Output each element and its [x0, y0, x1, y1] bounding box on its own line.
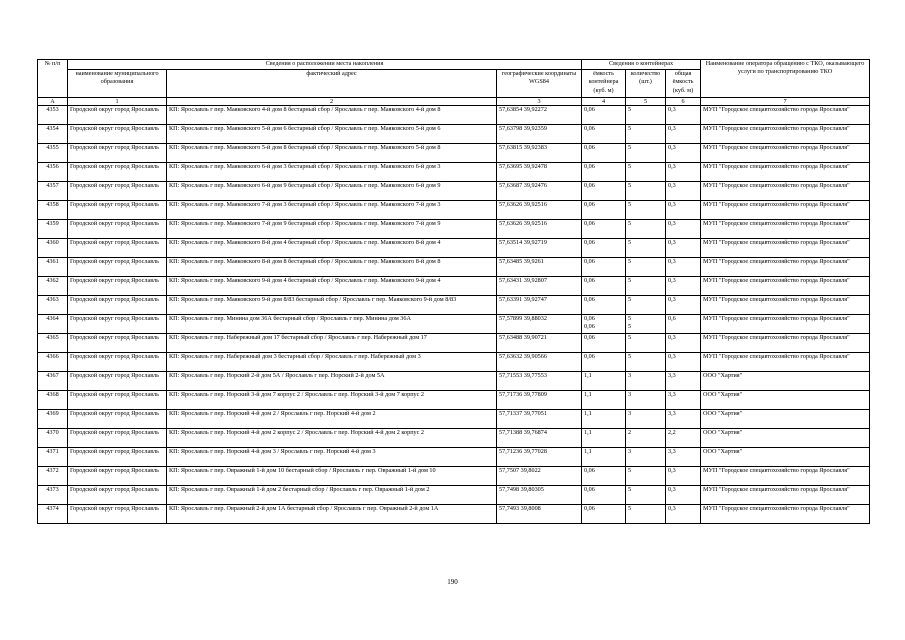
- capacity-cell: 0,06: [582, 220, 626, 239]
- coords-cell: 57,57899 39,88032: [497, 315, 582, 334]
- table-row: [38, 372, 870, 391]
- total-capacity-cell: 0,3: [666, 239, 701, 258]
- row-number: 4361: [38, 258, 68, 277]
- capacity-cell: 0,06: [582, 296, 626, 315]
- operator-cell: МУП "Городское спецавтохозяйство города Ярославля": [701, 505, 870, 524]
- municipality-cell: Городской округ город Ярославль: [68, 467, 167, 486]
- coords-cell: 57,71736 39,77809: [497, 391, 582, 410]
- table-row: [38, 106, 870, 125]
- operator-cell: МУП "Городское спецавтохозяйство города Ярославля": [701, 106, 870, 125]
- column-number: 6: [666, 98, 701, 106]
- count-cell: 5: [626, 201, 666, 220]
- page-number: 190: [447, 578, 458, 586]
- coords-cell: 57,63626 39,92516: [497, 201, 582, 220]
- municipality-cell: Городской округ город Ярославль: [68, 410, 167, 429]
- total-capacity-cell: 0,3: [666, 296, 701, 315]
- total-capacity-cell: 0,3: [666, 334, 701, 353]
- operator-cell: МУП "Городское спецавтохозяйство города Ярославля": [701, 486, 870, 505]
- total-capacity-cell: 3,3: [666, 410, 701, 429]
- address-cell: КП: Ярославль г пер. Маяковского 6-й дом 3 бестарный сбор / Ярославль г пер. Маяковского 6-й дом 3: [167, 163, 497, 182]
- col-group-location: Сведения о расположении места накопления: [68, 60, 582, 70]
- address-cell: КП: Ярославль г пер. Набережный дом 3 бестарный сбор / Ярославль г пер. Набережный дом 3: [167, 353, 497, 372]
- col-group-containers: Сведения о контейнерах: [582, 60, 701, 70]
- capacity-cell: 0,06: [582, 353, 626, 372]
- table-row: [38, 486, 870, 505]
- capacity-cell: 0,06: [582, 182, 626, 201]
- count-cell: 3: [626, 391, 666, 410]
- municipality-cell: Городской округ город Ярославль: [68, 220, 167, 239]
- capacity-cell: 1,1: [582, 448, 626, 467]
- municipality-cell: Городской округ город Ярославль: [68, 315, 167, 334]
- address-cell: КП: Ярославль г пер. Норский 2-й дом 5А / Ярославль г пер. Норский 2-й дом 5А: [167, 372, 497, 391]
- operator-cell: МУП "Городское спецавтохозяйство города Ярославля": [701, 315, 870, 334]
- row-number: 4368: [38, 391, 68, 410]
- row-number: 4365: [38, 334, 68, 353]
- address-cell: КП: Ярославль г пер. Маяковского 4-й дом 8 бестарный сбор / Ярославль г пер. Маяковского 4-й дом 8: [167, 106, 497, 125]
- row-number: 4354: [38, 125, 68, 144]
- count-cell: 5: [626, 163, 666, 182]
- capacity-cell: 0,06: [582, 277, 626, 296]
- operator-cell: ООО "Хартия": [701, 429, 870, 448]
- address-cell: КП: Ярославль г пер. Овражный 1-й дом 10 бестарный сбор / Ярославль г пер. Овражный 1-й дом 10: [167, 467, 497, 486]
- column-number: А: [38, 98, 68, 106]
- operator-cell: МУП "Городское спецавтохозяйство города Ярославля": [701, 163, 870, 182]
- municipality-cell: Городской округ город Ярославль: [68, 239, 167, 258]
- total-capacity-cell: 0,3: [666, 220, 701, 239]
- count-cell: 5: [626, 106, 666, 125]
- capacity-cell: 0,06: [582, 239, 626, 258]
- count-cell: 3: [626, 448, 666, 467]
- table-row: [38, 334, 870, 353]
- coords-cell: 57,71236 39,77028: [497, 448, 582, 467]
- operator-cell: МУП "Городское спецавтохозяйство города Ярославля": [701, 277, 870, 296]
- coords-cell: 57,63488 39,90721: [497, 334, 582, 353]
- count-cell: 5: [626, 505, 666, 524]
- col-header-capacity: ёмкость контейнера (куб. м): [582, 70, 626, 98]
- count-cell: 5 5: [626, 315, 666, 334]
- table-row: [38, 296, 870, 315]
- coords-cell: 57,63695 39,92478: [497, 163, 582, 182]
- capacity-cell: 0,06: [582, 486, 626, 505]
- address-cell: КП: Ярославль г пер. Маяковского 9-й дом 4 бестарный сбор / Ярославль г пер. Маяковского 9-й дом 4: [167, 277, 497, 296]
- count-cell: 3: [626, 410, 666, 429]
- total-capacity-cell: 0,3: [666, 486, 701, 505]
- column-number: 7: [701, 98, 870, 106]
- total-capacity-cell: 0,3: [666, 106, 701, 125]
- operator-cell: ООО "Хартия": [701, 372, 870, 391]
- total-capacity-cell: 0,3: [666, 258, 701, 277]
- table-row: [38, 182, 870, 201]
- count-cell: 5: [626, 239, 666, 258]
- municipality-cell: Городской округ город Ярославль: [68, 505, 167, 524]
- total-capacity-cell: 0,3: [666, 277, 701, 296]
- table-row: [38, 315, 870, 334]
- operator-cell: МУП "Городское спецавтохозяйство города Ярославля": [701, 239, 870, 258]
- operator-cell: МУП "Городское спецавтохозяйство города Ярославля": [701, 258, 870, 277]
- row-number: 4374: [38, 505, 68, 524]
- address-cell: КП: Ярославль г пер. Маяковского 9-й дом 8/83 бестарный сбор / Ярославль г пер. Маяковского 9-й дом 8/83: [167, 296, 497, 315]
- table-row: [38, 353, 870, 372]
- count-cell: 5: [626, 353, 666, 372]
- row-number: 4372: [38, 467, 68, 486]
- col-header-operator: Наименование оператора обращению с ТКО, оказывающего услуги по транспортированию ТКО: [701, 60, 870, 98]
- row-number: 4367: [38, 372, 68, 391]
- row-number: 4362: [38, 277, 68, 296]
- count-cell: 3: [626, 372, 666, 391]
- address-cell: КП: Ярославль г пер. Минина дом 36А бестарный сбор / Ярославль г пер. Минина дом 36А: [167, 315, 497, 334]
- address-cell: КП: Ярославль г пер. Маяковского 6-й дом 9 бестарный сбор / Ярославль г пер. Маяковского 6-й дом 9: [167, 182, 497, 201]
- coords-cell: 57,63798 39,92359: [497, 125, 582, 144]
- capacity-cell: 0,06: [582, 125, 626, 144]
- coords-cell: 57,63815 39,92383: [497, 144, 582, 163]
- coords-cell: 57,63626 39,92516: [497, 220, 582, 239]
- column-numbers-row: [38, 98, 870, 106]
- operator-cell: ООО "Хартия": [701, 448, 870, 467]
- col-header-coords: географические координаты WGS84: [497, 70, 582, 98]
- total-capacity-cell: 3,3: [666, 448, 701, 467]
- municipality-cell: Городской округ город Ярославль: [68, 429, 167, 448]
- total-capacity-cell: 0,3: [666, 163, 701, 182]
- municipality-cell: Городской округ город Ярославль: [68, 106, 167, 125]
- capacity-cell: 1,1: [582, 372, 626, 391]
- address-cell: КП: Ярославль г пер. Овражный 2-й дом 1А бестарный сбор / Ярославль г пер. Овражный 2-й дом 1А: [167, 505, 497, 524]
- row-number: 4366: [38, 353, 68, 372]
- operator-cell: МУП "Городское спецавтохозяйство города Ярославля": [701, 144, 870, 163]
- total-capacity-cell: 0,3: [666, 467, 701, 486]
- table-body: [38, 106, 870, 524]
- row-number: 4353: [38, 106, 68, 125]
- municipality-cell: Городской округ город Ярославль: [68, 258, 167, 277]
- coords-cell: 57,63687 39,92476: [497, 182, 582, 201]
- operator-cell: МУП "Городское спецавтохозяйство города Ярославля": [701, 125, 870, 144]
- address-cell: КП: Ярославль г пер. Маяковского 5-й дом 6 бестарный сбор / Ярославль г пер. Маяковского 5-й дом 6: [167, 125, 497, 144]
- capacity-cell: 0,06: [582, 505, 626, 524]
- total-capacity-cell: 0,3: [666, 182, 701, 201]
- operator-cell: МУП "Городское спецавтохозяйство города Ярославля": [701, 467, 870, 486]
- address-cell: КП: Ярославль г пер. Маяковского 5-й дом 8 бестарный сбор / Ярославль г пер. Маяковского 5-й дом 8: [167, 144, 497, 163]
- municipality-cell: Городской округ город Ярославль: [68, 144, 167, 163]
- capacity-cell: 0,06: [582, 106, 626, 125]
- operator-cell: ООО "Хартия": [701, 391, 870, 410]
- total-capacity-cell: 0,3: [666, 505, 701, 524]
- capacity-cell: 0,06: [582, 258, 626, 277]
- count-cell: 5: [626, 125, 666, 144]
- coords-cell: 57,7507 39,8022: [497, 467, 582, 486]
- address-cell: КП: Ярославль г пер. Норский 4-й дом 3 / Ярославль г пер. Норский 4-й дом 3: [167, 448, 497, 467]
- row-number: 4356: [38, 163, 68, 182]
- table-row: [38, 144, 870, 163]
- coords-cell: 57,7493 39,8008: [497, 505, 582, 524]
- col-header-num: № п/п: [38, 60, 68, 98]
- row-number: 4358: [38, 201, 68, 220]
- table-row: [38, 125, 870, 144]
- operator-cell: МУП "Городское спецавтохозяйство города Ярославля": [701, 296, 870, 315]
- table-row: [38, 277, 870, 296]
- count-cell: 5: [626, 220, 666, 239]
- total-capacity-cell: 0,6: [666, 315, 701, 334]
- municipality-cell: Городской округ город Ярославль: [68, 125, 167, 144]
- coords-cell: 57,71337 39,77051: [497, 410, 582, 429]
- municipality-cell: Городской округ город Ярославль: [68, 391, 167, 410]
- address-cell: КП: Ярославль г пер. Овражный 1-й дом 2 бестарный сбор / Ярославль г пер. Овражный 1-й дом 2: [167, 486, 497, 505]
- municipality-cell: Городской округ город Ярославль: [68, 182, 167, 201]
- row-number: 4355: [38, 144, 68, 163]
- address-cell: КП: Ярославль г пер. Маяковского 7-й дом 9 бестарный сбор / Ярославль г пер. Маяковского 7-й дом 9: [167, 220, 497, 239]
- col-header-address: фактический адрес: [167, 70, 497, 98]
- address-cell: КП: Ярославль г пер. Маяковского 7-й дом 3 бестарный сбор / Ярославль г пер. Маяковского 7-й дом 3: [167, 201, 497, 220]
- table-row: [38, 391, 870, 410]
- col-header-total: общая ёмкость (куб. м): [666, 70, 701, 98]
- coords-cell: 57,7498 39,80305: [497, 486, 582, 505]
- row-number: 4370: [38, 429, 68, 448]
- table-row: [38, 258, 870, 277]
- address-cell: КП: Ярославль г пер. Набережный дом 17 бестарный сбор / Ярославль г пер. Набережный дом 17: [167, 334, 497, 353]
- column-number: 3: [497, 98, 582, 106]
- address-cell: КП: Ярославль г пер. Норский 3-й дом 7 корпус 2 / Ярославль г пер. Норский 3-й дом 7 корпус 2: [167, 391, 497, 410]
- coords-cell: 57,71553 39,77553: [497, 372, 582, 391]
- row-number: 4359: [38, 220, 68, 239]
- address-cell: КП: Ярославль г пер. Норский 4-й дом 2 / Ярославль г пер. Норский 4-й дом 2: [167, 410, 497, 429]
- coords-cell: 57,63632 39,90566: [497, 353, 582, 372]
- table-row: [38, 201, 870, 220]
- table-row: [38, 239, 870, 258]
- table-row: [38, 410, 870, 429]
- municipality-cell: Городской округ город Ярославль: [68, 163, 167, 182]
- table-row: [38, 448, 870, 467]
- capacity-cell: 0,06: [582, 144, 626, 163]
- capacity-cell: 0,06 0,06: [582, 315, 626, 334]
- count-cell: 5: [626, 296, 666, 315]
- total-capacity-cell: 0,3: [666, 125, 701, 144]
- coords-cell: 57,63391 39,92747: [497, 296, 582, 315]
- municipality-cell: Городской округ город Ярославль: [68, 372, 167, 391]
- row-number: 4371: [38, 448, 68, 467]
- coords-cell: 57,63485 39,9261: [497, 258, 582, 277]
- table-row: [38, 467, 870, 486]
- count-cell: 5: [626, 277, 666, 296]
- capacity-cell: 0,06: [582, 334, 626, 353]
- registry-table: [37, 59, 870, 524]
- total-capacity-cell: 3,3: [666, 391, 701, 410]
- count-cell: 5: [626, 144, 666, 163]
- operator-cell: МУП "Городское спецавтохозяйство города Ярославля": [701, 220, 870, 239]
- count-cell: 5: [626, 486, 666, 505]
- operator-cell: МУП "Городское спецавтохозяйство города Ярославля": [701, 201, 870, 220]
- column-number: 1: [68, 98, 167, 106]
- count-cell: 2: [626, 429, 666, 448]
- operator-cell: МУП "Городское спецавтохозяйство города Ярославля": [701, 353, 870, 372]
- table-row: [38, 163, 870, 182]
- capacity-cell: 1,1: [582, 391, 626, 410]
- total-capacity-cell: 0,3: [666, 144, 701, 163]
- capacity-cell: 0,06: [582, 163, 626, 182]
- municipality-cell: Городской округ город Ярославль: [68, 277, 167, 296]
- address-cell: КП: Ярославль г пер. Норский 4-й дом 2 корпус 2 / Ярославль г пер. Норский 4-й дом 2 корпус 2: [167, 429, 497, 448]
- col-header-count: количество (шт.): [626, 70, 666, 98]
- coords-cell: 57,63854 39,92272: [497, 106, 582, 125]
- count-cell: 5: [626, 467, 666, 486]
- municipality-cell: Городской округ город Ярославль: [68, 486, 167, 505]
- address-cell: КП: Ярославль г пер. Маяковского 8-й дом 8 бестарный сбор / Ярославль г пер. Маяковского 8-й дом 8: [167, 258, 497, 277]
- count-cell: 5: [626, 258, 666, 277]
- col-header-municipality: наименование муниципального образования: [68, 70, 167, 98]
- coords-cell: 57,71388 39,76874: [497, 429, 582, 448]
- count-cell: 5: [626, 334, 666, 353]
- table-row: [38, 429, 870, 448]
- column-number: 5: [626, 98, 666, 106]
- capacity-cell: 0,06: [582, 467, 626, 486]
- coords-cell: 57,63431 39,92807: [497, 277, 582, 296]
- municipality-cell: Городской округ город Ярославль: [68, 334, 167, 353]
- row-number: 4360: [38, 239, 68, 258]
- capacity-cell: 1,1: [582, 410, 626, 429]
- operator-cell: ООО "Хартия": [701, 410, 870, 429]
- municipality-cell: Городской округ город Ярославль: [68, 201, 167, 220]
- municipality-cell: Городской округ город Ярославль: [68, 353, 167, 372]
- total-capacity-cell: 0,3: [666, 353, 701, 372]
- row-number: 4363: [38, 296, 68, 315]
- capacity-cell: 1,1: [582, 429, 626, 448]
- municipality-cell: Городской округ город Ярославль: [68, 448, 167, 467]
- count-cell: 5: [626, 182, 666, 201]
- operator-cell: МУП "Городское спецавтохозяйство города Ярославля": [701, 334, 870, 353]
- table-row: [38, 505, 870, 524]
- row-number: 4373: [38, 486, 68, 505]
- row-number: 4357: [38, 182, 68, 201]
- capacity-cell: 0,06: [582, 201, 626, 220]
- total-capacity-cell: 2,2: [666, 429, 701, 448]
- address-cell: КП: Ярославль г пер. Маяковского 8-й дом 4 бестарный сбор / Ярославль г пер. Маяковского 8-й дом 4: [167, 239, 497, 258]
- row-number: 4369: [38, 410, 68, 429]
- coords-cell: 57,63514 39,92719: [497, 239, 582, 258]
- column-number: 4: [582, 98, 626, 106]
- column-number: 2: [167, 98, 497, 106]
- table-row: [38, 220, 870, 239]
- operator-cell: МУП "Городское спецавтохозяйство города Ярославля": [701, 182, 870, 201]
- municipality-cell: Городской округ город Ярославль: [68, 296, 167, 315]
- total-capacity-cell: 3,3: [666, 372, 701, 391]
- total-capacity-cell: 0,3: [666, 201, 701, 220]
- row-number: 4364: [38, 315, 68, 334]
